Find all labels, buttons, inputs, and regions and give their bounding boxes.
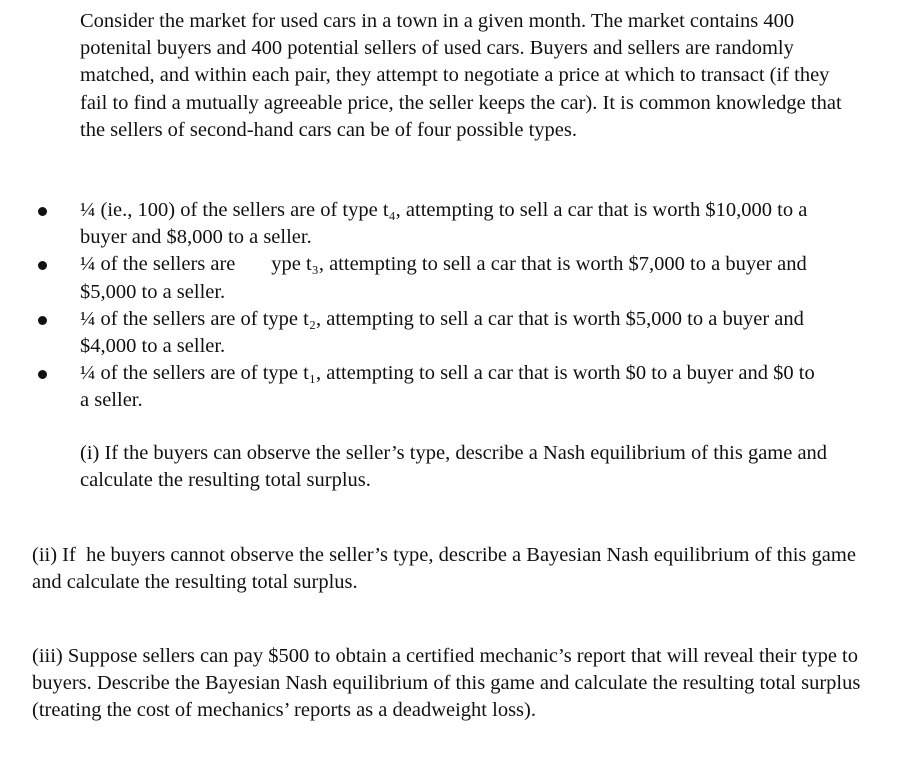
bullet-dot-icon	[38, 261, 47, 270]
list-item	[0, 360, 820, 414]
list-item-text: ¼ of the sellers are of type t₂, attempting to sell a car that is worth $5,000 to a buyer and $4,000 to a seller.	[80, 307, 804, 358]
bullet-dot-icon	[38, 207, 47, 216]
list-item-text: ¼ of the sellers are ype t₃, attempting to sell a car that is worth $7,000 to a buyer and $5,000 to a seller.	[80, 253, 812, 303]
question-3: (iii) Suppose sellers can pay $500 to obtain a certified mechanic’s report that will reveal their type to buyers. Describe the Bayesian Nash equilibrium of this game and calculate the resulting total surplus (treating the cost of mechanics’ reports as a deadweight loss).	[32, 645, 861, 722]
bullet-dot-icon	[38, 370, 47, 379]
list-item	[0, 197, 820, 251]
intro-paragraph: Consider the market for used cars in a town in a given month. The market contains 400 potenital buyers and 400 potential sellers of used cars. Buyers and sellers are randomly matched, and within each pair, they attempt to negotiate a price at which to transact (if they fail to find a mutually agreeable price, the seller keeps the car). It is common knowledge that the sellers of second-hand cars can be of four possible types.	[80, 10, 842, 141]
question-2: (ii) If he buyers cannot observe the seller’s type, describe a Bayesian Nash equilibrium of this game and calculate the resulting total surplus.	[32, 544, 862, 594]
list-item	[0, 251, 820, 305]
seller-types-list	[0, 197, 898, 415]
question-1: (i) If the buyers can observe the seller’s type, describe a Nash equilibrium of this game and calculate the resulting total surplus.	[80, 442, 828, 492]
list-item-text: ¼ (ie., 100) of the sellers are of type t₄, attempting to sell a car that is worth $10,000 to a buyer and $8,000 to a seller.	[80, 199, 808, 249]
bullet-dot-icon	[38, 316, 47, 325]
list-item	[0, 306, 820, 360]
list-item-text: ¼ of the sellers are of type t₁, attempting to sell a car that is worth $0 to a buyer and $0 to a seller.	[80, 362, 815, 412]
